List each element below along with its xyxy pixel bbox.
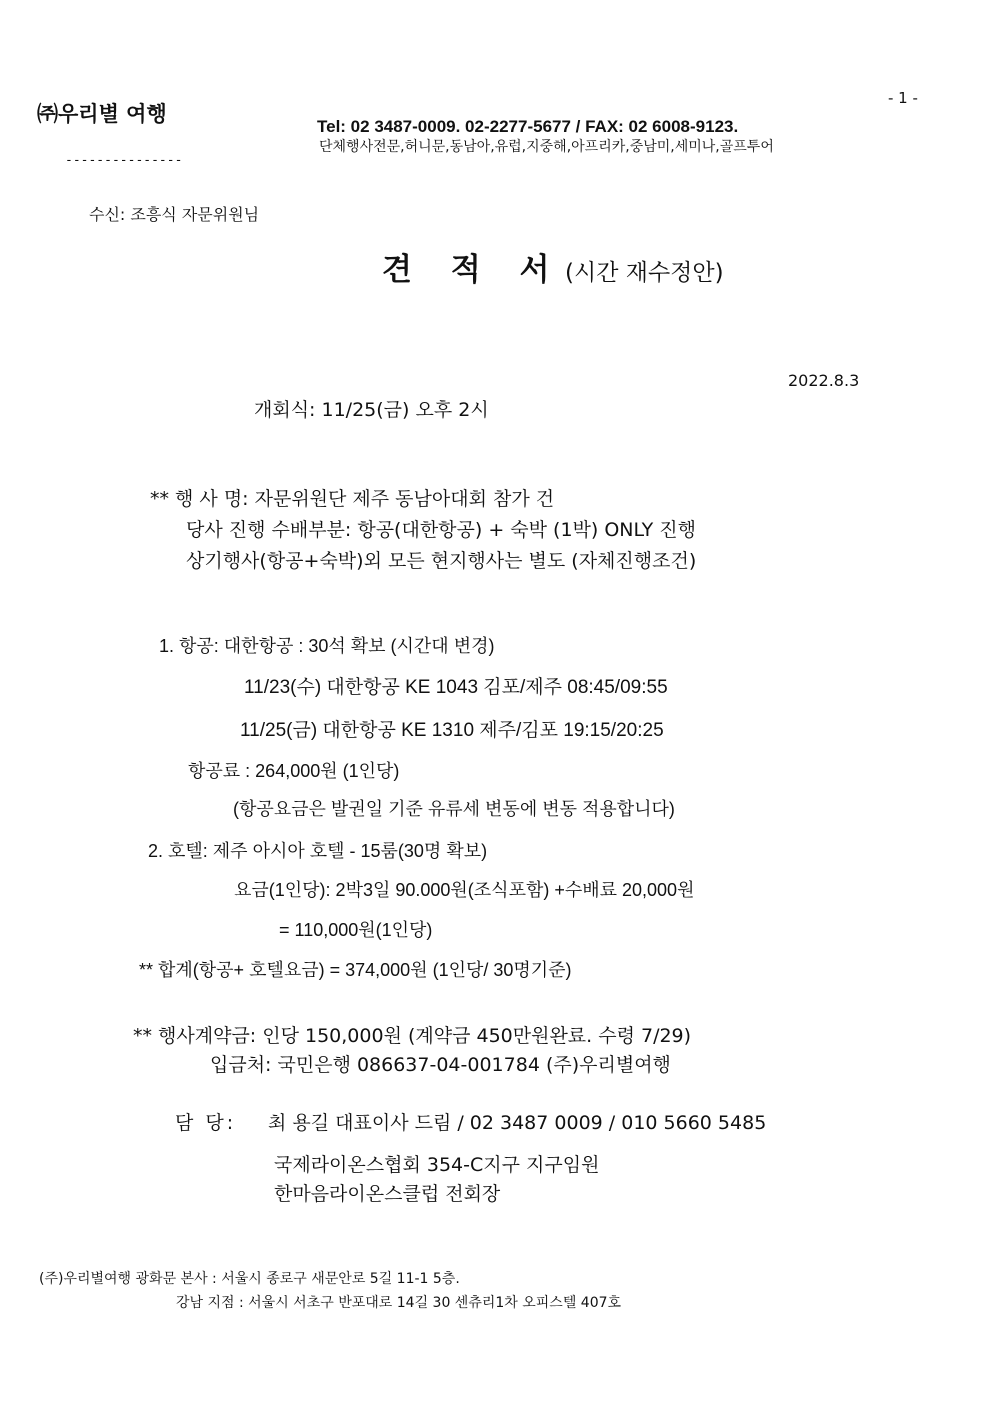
document-title: 견 적 서 <box>382 252 564 288</box>
event-scope: 당사 진행 수배부분: 항공(대한항공) + 숙박 (1박) ONLY 진행 <box>186 519 696 541</box>
grand-total: ** 합계(항공+ 호텔요금) = 374,000원 (1인당/ 30명기준) <box>139 960 572 980</box>
contact-label: 담 당: <box>175 1112 237 1134</box>
event-name: ** 행 사 명: 자문위원단 제주 동남아대회 참가 건 <box>150 488 555 510</box>
flight-leg-2: 11/25(금) 대한항공 KE 1310 제주/김포 19:15/20:25 <box>240 720 664 741</box>
contact-person: 최 용길 대표이사 드림 / 02 3487 0009 / 010 5660 5485 <box>268 1112 767 1134</box>
deposit-account: 입금처: 국민은행 086637-04-001784 (주)우리별여행 <box>210 1054 671 1076</box>
hotel-rate-total: = 110,000원(1인당) <box>279 920 433 940</box>
footer-headquarters: (주)우리별여행 광화문 본사 : 서울시 종로구 새문안로 5길 11-1 5층. <box>39 1271 460 1287</box>
flight-fare: 항공료 : 264,000원 (1인당) <box>188 761 400 781</box>
flight-heading: 1. 항공: 대한항공 : 30석 확보 (시간대 변경) <box>159 636 495 656</box>
page-number: - 1 - <box>888 89 918 107</box>
opening-ceremony: 개회식: 11/25(금) 오후 2시 <box>254 399 489 421</box>
contact-title-2: 한마음라이온스클럽 전회장 <box>274 1183 501 1205</box>
company-specialties: 단체행사전문,허니문,동남아,유럽,지중해,아프리카,중남미,세미나,골프투어 <box>319 139 774 155</box>
company-contact: Tel: 02 3487-0009. 02-2277-5677 / FAX: 02 6008-9123. <box>317 117 739 136</box>
deposit-amount: ** 행사계약금: 인당 150,000원 (계약금 450만원완료. 수령 7/29) <box>133 1025 692 1047</box>
recipient: 수신: 조흥식 자문위원님 <box>89 205 260 224</box>
document-subtitle: (시간 재수정안) <box>565 260 724 286</box>
event-note: 상기행사(항공+숙박)외 모든 현지행사는 별도 (자체진행조건) <box>186 550 697 572</box>
contact-title-1: 국제라이온스협회 354-C지구 지구임원 <box>274 1154 600 1176</box>
flight-leg-1: 11/23(수) 대한항공 KE 1043 김포/제주 08:45/09:55 <box>244 677 668 698</box>
company-logo: ㈜우리별 여행 <box>37 102 167 126</box>
flight-fare-note: (항공요금은 발권일 기준 유류세 변동에 변동 적용합니다) <box>233 799 675 819</box>
hotel-rate: 요금(1인당): 2박3일 90.000원(조식포함) +수배료 20,000원 <box>234 880 695 900</box>
document-date: 2022.8.3 <box>788 371 860 390</box>
footer-branch: 강남 지점 : 서울시 서초구 반포대로 14길 30 센츄리1차 오피스텔 407호 <box>176 1295 622 1311</box>
hotel-heading: 2. 호텔: 제주 아시아 호텔 - 15룸(30명 확보) <box>148 841 488 861</box>
logo-underline: --------------- <box>65 153 183 168</box>
